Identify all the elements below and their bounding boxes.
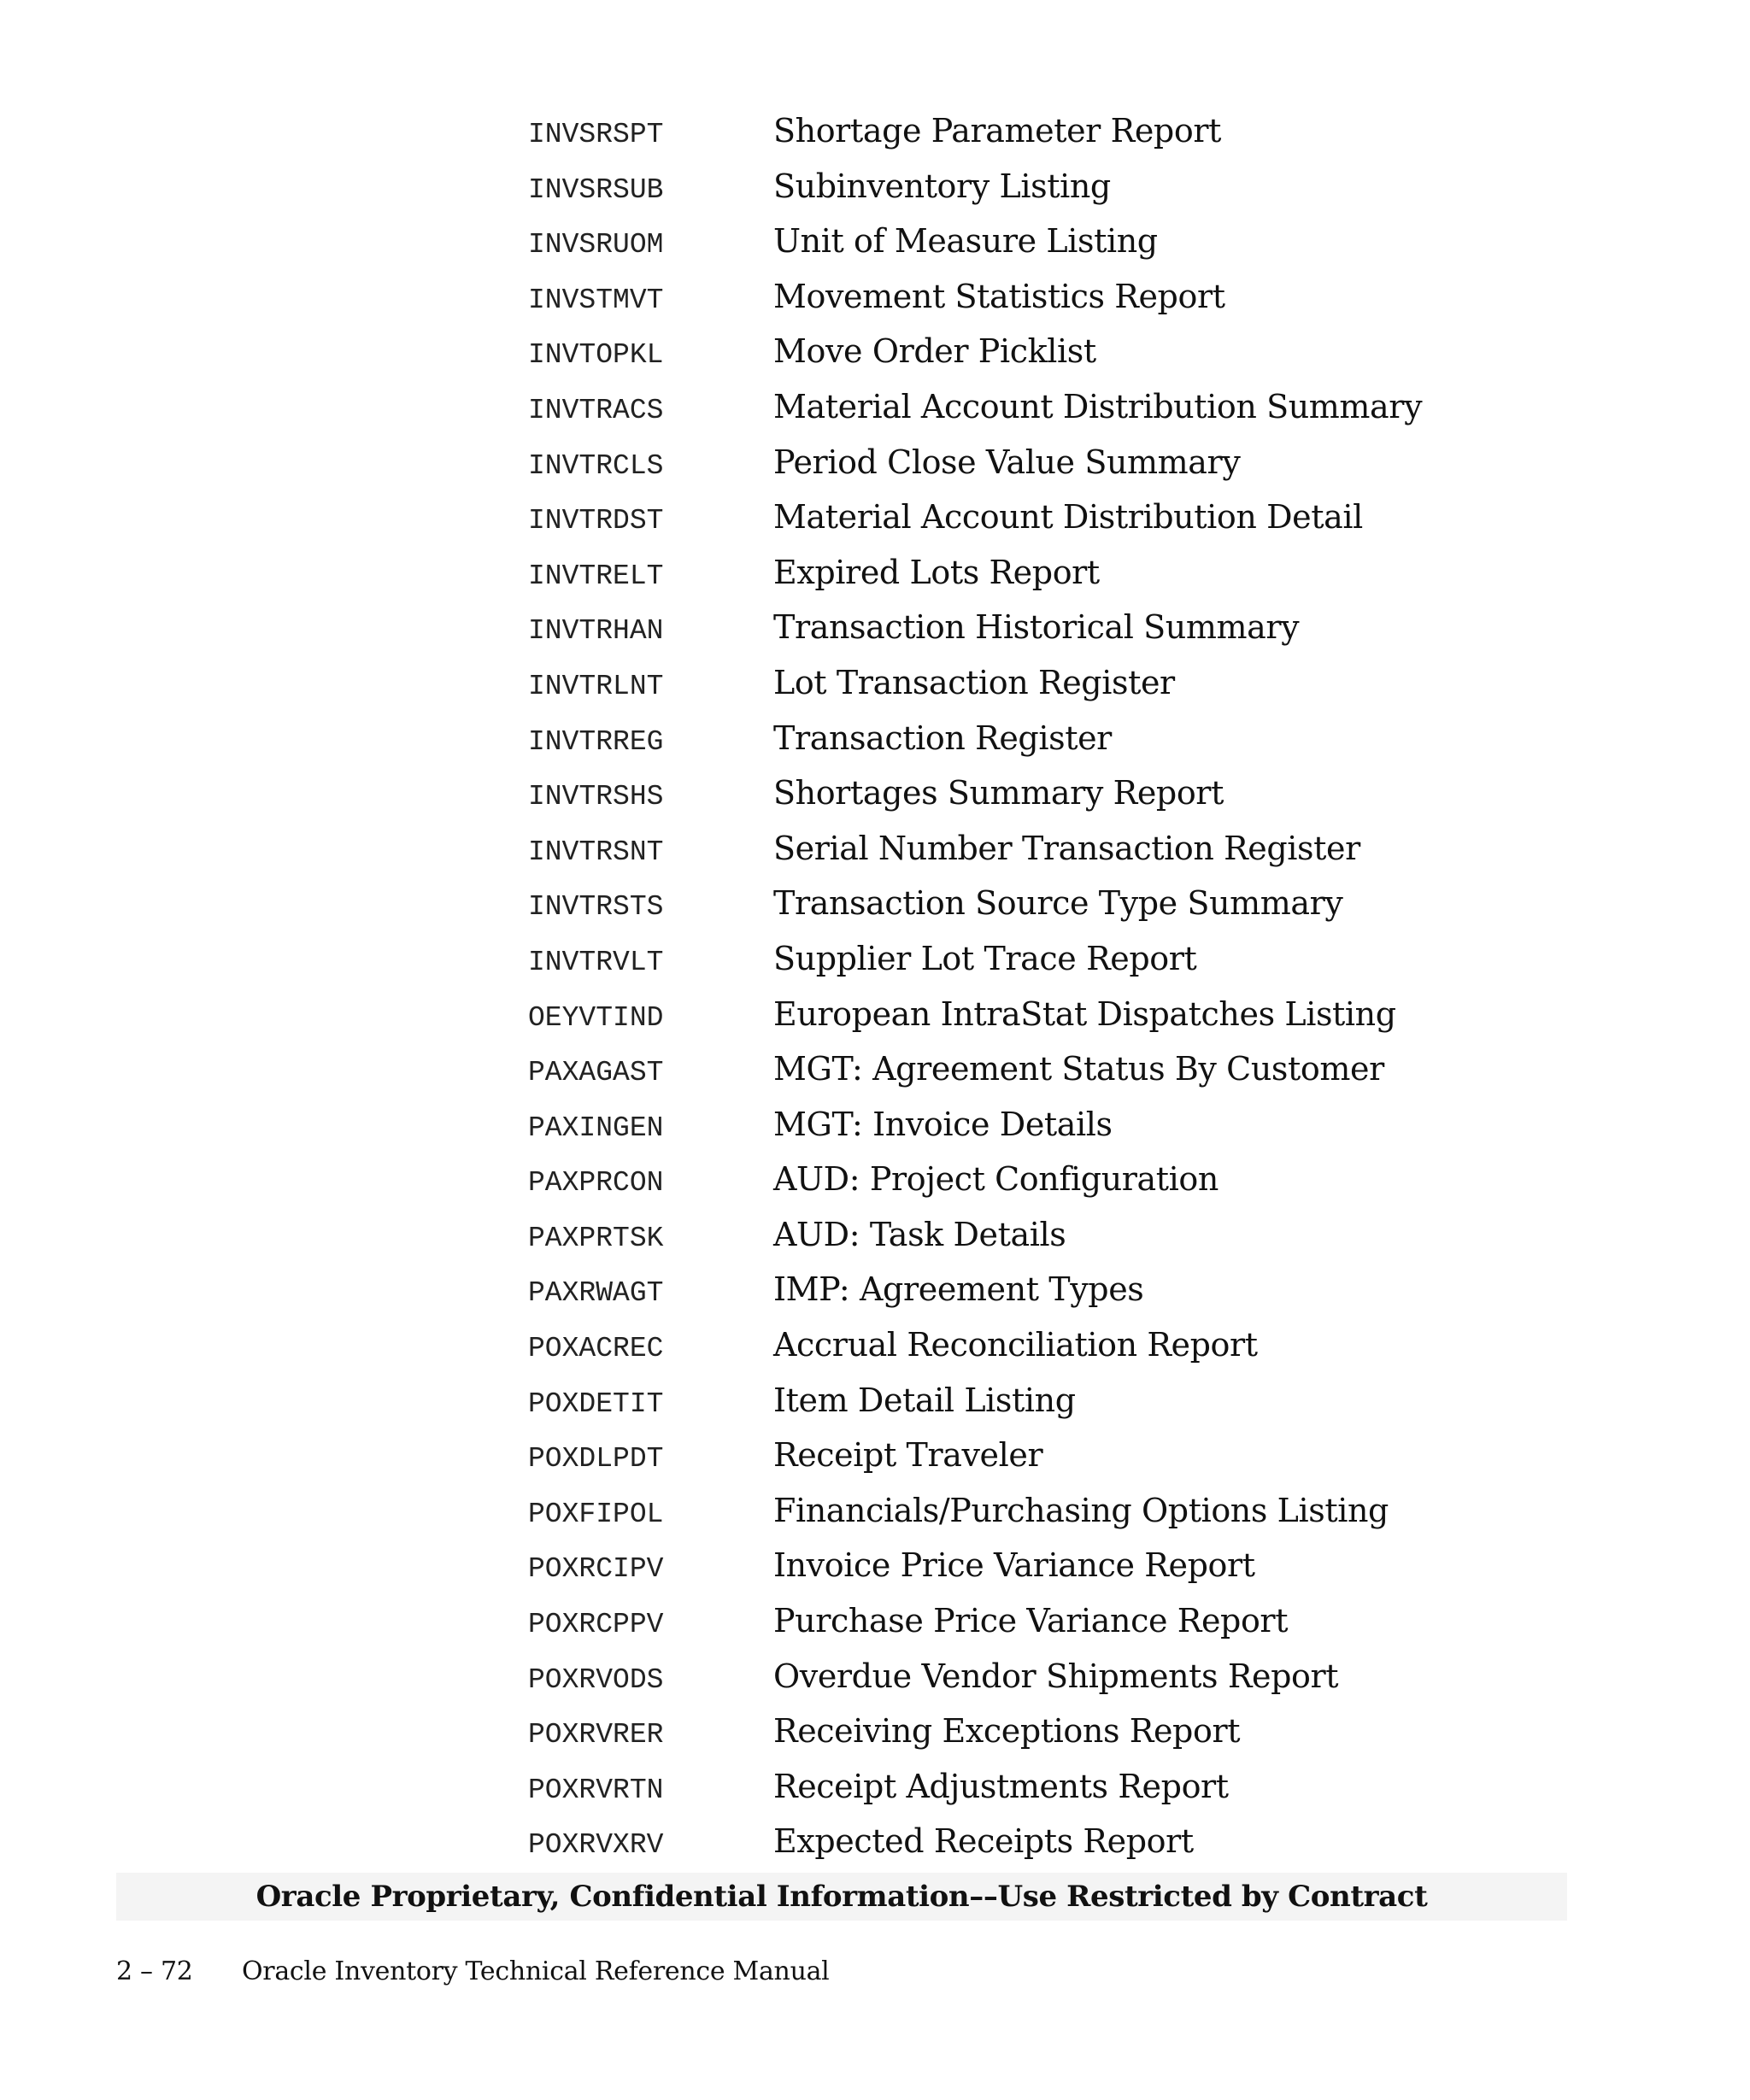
report-title: IMP: Agreement Types bbox=[773, 1270, 1144, 1309]
confidential-banner bbox=[116, 1873, 1567, 1921]
report-code: OEYVTIND bbox=[528, 1001, 664, 1034]
report-code: POXRVXRV bbox=[528, 1829, 664, 1862]
report-code: POXRCPPV bbox=[528, 1609, 664, 1641]
report-code: PAXRWAGT bbox=[528, 1277, 664, 1310]
report-code: PAXPRCON bbox=[528, 1167, 664, 1200]
report-code: INVTRACS bbox=[528, 394, 664, 426]
report-row bbox=[528, 877, 1553, 932]
report-title: Move Order Picklist bbox=[773, 332, 1096, 371]
report-title: European IntraStat Dispatches Listing bbox=[773, 994, 1396, 1033]
report-row bbox=[528, 1428, 1553, 1484]
report-code: PAXAGAST bbox=[528, 1057, 664, 1089]
report-title: Transaction Historical Summary bbox=[773, 608, 1300, 647]
report-code: INVTRSHS bbox=[528, 781, 664, 813]
report-code: INVTRVLT bbox=[528, 946, 664, 978]
report-code: POXRVRER bbox=[528, 1719, 664, 1751]
report-code: INVTRLNT bbox=[528, 670, 664, 702]
report-title: Invoice Price Variance Report bbox=[773, 1546, 1255, 1585]
report-row bbox=[528, 380, 1553, 436]
report-row bbox=[528, 1153, 1553, 1208]
report-code: POXDETIT bbox=[528, 1387, 664, 1420]
report-row bbox=[528, 1704, 1553, 1760]
report-code: INVSRSPT bbox=[528, 119, 664, 150]
report-title: MGT: Invoice Details bbox=[773, 1105, 1113, 1143]
report-title: Period Close Value Summary bbox=[773, 443, 1241, 481]
report-title: Unit of Measure Listing bbox=[773, 222, 1158, 261]
report-title: Expired Lots Report bbox=[773, 553, 1100, 591]
report-row bbox=[528, 1815, 1553, 1870]
confidential-notice: Oracle Proprietary, Confidential Information––Use Restricted by Contract bbox=[255, 1880, 1428, 1914]
report-title: Lot Transaction Register bbox=[773, 663, 1175, 701]
report-code: INVTRCLS bbox=[528, 449, 664, 482]
report-list bbox=[528, 104, 1553, 1870]
report-row bbox=[528, 1539, 1553, 1594]
report-row bbox=[528, 822, 1553, 877]
report-code: INVTRDST bbox=[528, 505, 664, 537]
report-code: INVSRUOM bbox=[528, 229, 664, 261]
report-row bbox=[528, 1484, 1553, 1540]
report-title: Serial Number Transaction Register bbox=[773, 829, 1360, 867]
report-row bbox=[528, 325, 1553, 380]
report-row bbox=[528, 270, 1553, 326]
report-title: AUD: Task Details bbox=[773, 1215, 1066, 1253]
report-code: POXRVODS bbox=[528, 1663, 664, 1696]
report-code: INVTRELT bbox=[528, 560, 664, 592]
report-code: INVSRSUB bbox=[528, 173, 664, 206]
report-row bbox=[528, 766, 1553, 822]
report-title: Material Account Distribution Summary bbox=[773, 387, 1423, 425]
report-row bbox=[528, 1208, 1553, 1264]
report-row bbox=[528, 1042, 1553, 1098]
report-code: INVTOPKL bbox=[528, 339, 664, 372]
report-title: Transaction Register bbox=[773, 719, 1112, 757]
report-title: Accrual Reconciliation Report bbox=[773, 1326, 1258, 1364]
report-row bbox=[528, 601, 1553, 656]
page-number: 2 – 72 bbox=[116, 1956, 193, 1986]
report-title: Subinventory Listing bbox=[773, 167, 1111, 205]
report-code: INVSTMVT bbox=[528, 284, 664, 316]
report-title: Shortages Summary Report bbox=[773, 774, 1224, 812]
report-code: INVTRHAN bbox=[528, 615, 664, 648]
report-code: POXACREC bbox=[528, 1333, 664, 1365]
report-code: POXDLPDT bbox=[528, 1443, 664, 1475]
report-row bbox=[528, 988, 1553, 1043]
report-title: Receipt Adjustments Report bbox=[773, 1767, 1229, 1805]
report-title: Purchase Price Variance Report bbox=[773, 1602, 1289, 1640]
report-title: Receipt Traveler bbox=[773, 1436, 1043, 1475]
report-code: POXFIPOL bbox=[528, 1498, 664, 1530]
report-title: Transaction Source Type Summary bbox=[773, 884, 1343, 923]
report-row bbox=[528, 1760, 1553, 1816]
report-code: INVTRSTS bbox=[528, 891, 664, 924]
report-title: Supplier Lot Trace Report bbox=[773, 939, 1197, 977]
manual-title: Oracle Inventory Technical Reference Manual bbox=[242, 1956, 830, 1986]
report-row bbox=[528, 1098, 1553, 1153]
report-row bbox=[528, 656, 1553, 712]
report-title: Overdue Vendor Shipments Report bbox=[773, 1657, 1339, 1695]
report-title: Movement Statistics Report bbox=[773, 277, 1225, 315]
report-code: INVTRREG bbox=[528, 725, 664, 758]
report-code: PAXINGEN bbox=[528, 1112, 664, 1144]
report-row bbox=[528, 932, 1553, 988]
report-title: Item Detail Listing bbox=[773, 1381, 1076, 1419]
report-row bbox=[528, 160, 1553, 215]
report-title: Material Account Distribution Detail bbox=[773, 498, 1363, 537]
report-row bbox=[528, 1650, 1553, 1705]
report-row bbox=[528, 1594, 1553, 1650]
report-code: INVTRSNT bbox=[528, 836, 664, 868]
report-code: PAXPRTSK bbox=[528, 1222, 664, 1254]
report-row bbox=[528, 104, 1553, 160]
report-title: Financials/Purchasing Options Listing bbox=[773, 1491, 1389, 1529]
report-row bbox=[528, 490, 1553, 546]
report-code: POXRCIPV bbox=[528, 1553, 664, 1586]
report-title: Expected Receipts Report bbox=[773, 1822, 1194, 1861]
report-row bbox=[528, 546, 1553, 601]
report-title: MGT: Agreement Status By Customer bbox=[773, 1050, 1384, 1088]
report-row bbox=[528, 214, 1553, 270]
report-row bbox=[528, 1374, 1553, 1429]
report-row bbox=[528, 712, 1553, 767]
page-footer bbox=[116, 1956, 829, 1987]
report-code: POXRVRTN bbox=[528, 1774, 664, 1806]
report-row bbox=[528, 1318, 1553, 1374]
report-title: Receiving Exceptions Report bbox=[773, 1712, 1241, 1751]
report-row bbox=[528, 1263, 1553, 1318]
report-title: Shortage Parameter Report bbox=[773, 112, 1221, 150]
report-title: AUD: Project Configuration bbox=[773, 1160, 1219, 1199]
report-row bbox=[528, 436, 1553, 491]
